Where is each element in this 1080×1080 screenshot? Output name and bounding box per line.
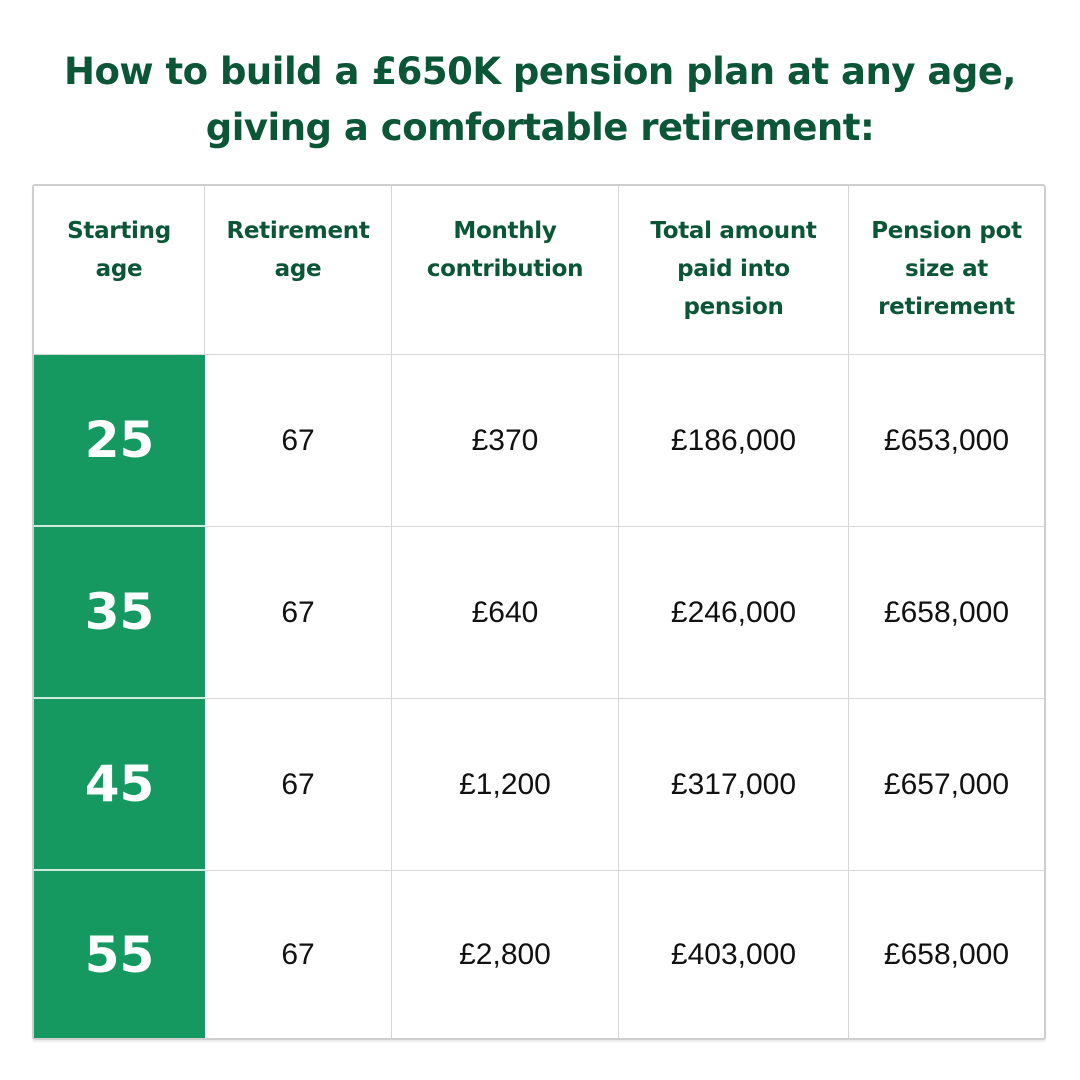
- header-text: Retirement: [226, 218, 370, 244]
- header-text: Monthly: [453, 218, 557, 244]
- header-text: size at: [905, 256, 988, 282]
- starting-age-cell: 35: [34, 527, 205, 699]
- monthly-contribution-cell: £640: [392, 527, 619, 699]
- retirement-age-cell: 67: [205, 699, 392, 871]
- pot-size-cell: £653,000: [849, 355, 1044, 527]
- retirement-age-cell: 67: [205, 355, 392, 527]
- pot-size-cell: £658,000: [849, 527, 1044, 699]
- header-text: Starting: [67, 218, 171, 244]
- header-text: contribution: [426, 256, 584, 282]
- page-title: [0, 44, 1080, 156]
- monthly-contribution-cell: £1,200: [392, 699, 619, 871]
- pension-table: [32, 184, 1046, 1040]
- header-starting-age: [34, 186, 205, 355]
- header-monthly-contribution: [392, 186, 619, 355]
- total-paid-cell: £246,000: [619, 527, 849, 699]
- header-total-paid: [619, 186, 849, 355]
- header-text: paid into: [677, 256, 790, 282]
- retirement-age-cell: 67: [205, 871, 392, 1038]
- header-text: pension: [683, 294, 784, 320]
- monthly-contribution-cell: £2,800: [392, 871, 619, 1038]
- header-text: age: [274, 256, 322, 282]
- header-text: Pension pot: [871, 218, 1022, 244]
- header-pot-size: [849, 186, 1044, 355]
- pot-size-cell: £658,000: [883, 937, 1010, 971]
- header-retirement-age: [205, 186, 392, 355]
- starting-age-cell: 25: [34, 355, 205, 527]
- header-text: Total amount: [650, 218, 817, 244]
- starting-age-cell: 55: [34, 871, 205, 1038]
- total-paid-cell: £317,000: [619, 699, 849, 871]
- title-line-1: How to build a £650K pension plan at any age,: [64, 50, 1016, 93]
- starting-age-cell: 45: [34, 699, 205, 871]
- pot-size-cell: £657,000: [849, 699, 1044, 871]
- title-line-2: giving a comfortable retirement:: [205, 106, 875, 149]
- header-text: retirement: [878, 294, 1015, 320]
- total-paid-cell: £403,000: [619, 871, 849, 1038]
- total-paid-cell: £186,000: [619, 355, 849, 527]
- header-text: age: [95, 256, 143, 282]
- retirement-age-cell: 67: [205, 527, 392, 699]
- monthly-contribution-cell: £370: [392, 355, 619, 527]
